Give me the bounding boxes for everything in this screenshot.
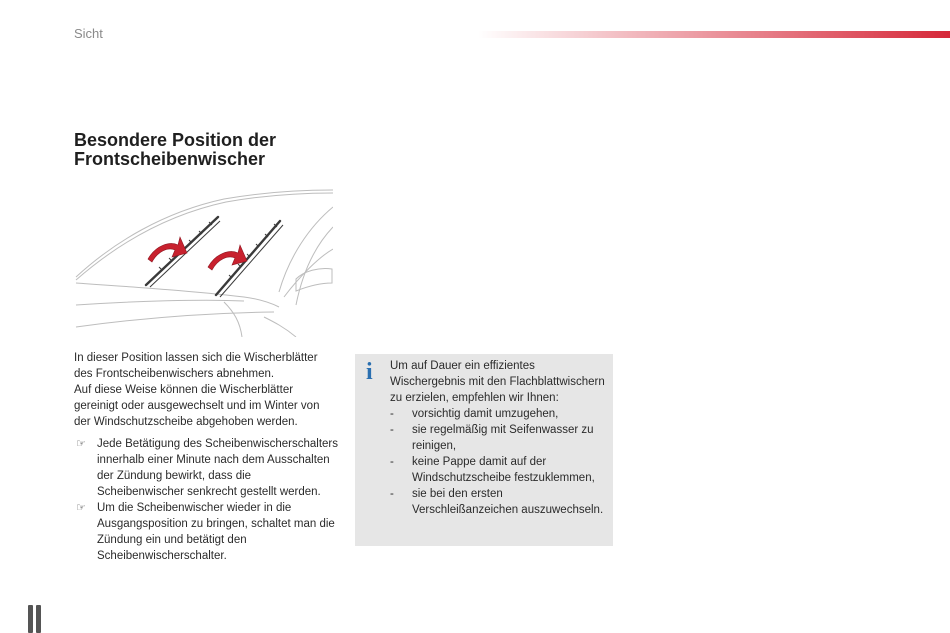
pointing-hand-icon: ☞ <box>76 438 86 450</box>
list-item <box>390 454 608 486</box>
page-title-line-2: Frontscheibenwischer <box>74 149 266 169</box>
tips-list <box>390 406 608 518</box>
list-item-text: vorsichtig damit umzugehen, <box>412 408 559 420</box>
list-item-text: keine Pappe damit auf der Windschutzscheibe festzuklemmen, <box>412 456 595 484</box>
dash-marker: - <box>390 408 394 420</box>
dash-marker: - <box>390 488 394 500</box>
dash-marker: - <box>390 456 394 468</box>
pointing-hand-icon: ☞ <box>76 502 86 514</box>
list-item <box>390 406 608 422</box>
windshield-wipers-raised-illustration <box>74 187 333 337</box>
list-item <box>74 500 339 564</box>
section-label: Sicht <box>74 26 103 41</box>
list-item-text: Jede Betätigung des Scheibenwischerschalters innerhalb einer Minute nach dem Ausschalten der Zündung bewirkt, dass die Scheibenwischer senkrecht gestellt werden. <box>97 438 339 498</box>
intro-paragraph-2: Auf diese Weise können die Wischerblätter gereinigt oder ausgewechselt und im Winter von der Windschutzscheibe abgehoben werden. <box>74 384 320 428</box>
info-box <box>355 354 613 546</box>
instruction-list <box>74 436 339 564</box>
info-intro: Um auf Dauer ein effizientes Wischergebnis mit den Flachblattwischern zu erzielen, empfehlen wir Ihnen: <box>390 360 605 404</box>
list-item-text: Um die Scheibenwischer wieder in die Ausgangsposition zu bringen, schaltet man die Zündung ein und betätigt den Scheibenwischerschalter. <box>97 502 335 562</box>
page-edge-tabs <box>28 605 42 633</box>
dash-marker: - <box>390 424 394 436</box>
header-accent-bar <box>478 31 950 38</box>
list-item <box>74 436 339 500</box>
list-item-text: sie bei den ersten Verschleißanzeichen auszuwechseln. <box>412 488 604 516</box>
list-item <box>390 486 608 518</box>
page-title <box>74 131 276 169</box>
list-item <box>390 422 608 454</box>
list-item-text: sie regelmäßig mit Seifenwasser zu reinigen, <box>412 424 594 452</box>
edge-tab <box>36 605 41 633</box>
page-title-line-1: Besondere Position der <box>74 130 277 150</box>
intro-paragraph: In dieser Position lassen sich die Wischerblätter des Frontscheibenwischers abnehmen. <box>74 352 318 380</box>
info-icon: i <box>366 359 373 385</box>
info-text <box>390 358 608 518</box>
edge-tab <box>28 605 33 633</box>
body-text <box>74 350 339 564</box>
